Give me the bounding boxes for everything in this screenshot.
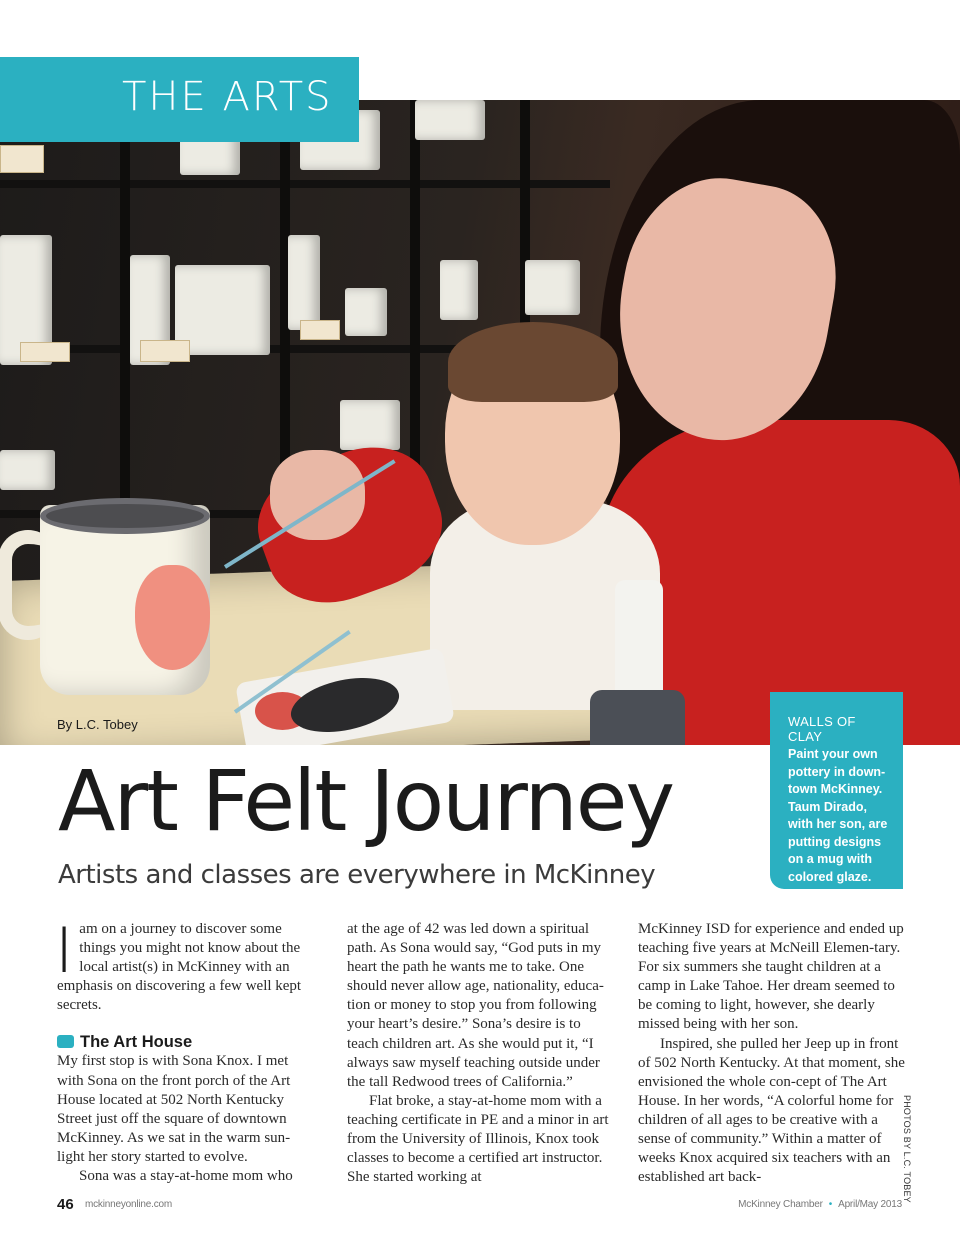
section-label: THE ARTS	[122, 74, 333, 120]
body-paragraph-continued: at the age of 42 was led down a spiritual path. As Sona would say, “God puts in my heart the path he wants me to take. One should never allow age, nationality, educa-tion or money to stop you from following your heart’s desire.” Sona’s desire is to teach children art. As she would put it, “I always saw myself teaching outside under the tall Redwood trees of California.”	[347, 921, 604, 1090]
caption-heading: WALLS OF CLAY	[788, 714, 856, 744]
article-column-3	[638, 920, 906, 1187]
body-paragraph-continued: McKinney ISD for experience and ended up teaching five years at McNeill Elemen-tary. For six summers she taught children at a camp in Lake Tahoe. Her dream seemed to be coming to light, however, she dearly missed being with her son.	[638, 921, 904, 1033]
bullet-square-icon	[57, 1035, 74, 1048]
glaze-bottle	[615, 580, 663, 692]
byline: By L.C. Tobey	[57, 717, 138, 732]
footer-publication: McKinney Chamber • April/May 2013	[738, 1199, 902, 1210]
drop-cap: I	[55, 914, 74, 987]
photo-credit: PHOTOS BY L.C. TOBEY	[902, 1095, 912, 1203]
page-number: 46	[57, 1196, 74, 1213]
article-column-1	[55, 914, 312, 1186]
body-paragraph: My first stop is with Sona Knox. I met with Sona on the front porch of the Art House located at 502 North Kentucky Street just off the square of downtown McKinney. As we sat in the warm sun-light her story started to evolve.	[57, 1053, 291, 1165]
headline: Art Felt Journey	[58, 752, 674, 850]
body-paragraph: Flat broke, a stay-at-home mom with a teaching certificate in PE and a minor in art from the University of Illinois, Knox took classes to become a certified art instructor. She started working at	[347, 1092, 609, 1186]
photo-caption	[770, 692, 903, 889]
subheadline: Artists and classes are everywhere in McKinney	[58, 860, 656, 890]
separator-dot-icon: •	[828, 1199, 833, 1210]
body-paragraph: Sona was a stay-at-home mom who	[79, 1168, 293, 1185]
hero-photo	[0, 100, 960, 745]
caption-body: Paint your own pottery in down-town McKinney. Taum Dirado, with her son, are putting designs on a mug with colored glaze.	[788, 747, 888, 884]
article-column-2	[347, 920, 615, 1187]
subsection-heading: The Art House	[57, 1032, 312, 1052]
footprint-design	[135, 565, 210, 670]
body-paragraph: Inspired, she pulled her Jeep up in front of 502 North Kentucky. At that moment, she envisioned the whole con-cept of The Art House. In her words, “A colorful home for children of all ages to be creative with a sense of community.” Within a matter of weeks Knox acquired six teachers with an established art back-	[638, 1035, 905, 1186]
footer-site: mckinneyonline.com	[85, 1199, 172, 1210]
intro-paragraph: I am on a journey to discover some things you might not know about the local artist(s) in McKinney with an emphasis on discovering a few well kept secrets.	[55, 914, 302, 1014]
